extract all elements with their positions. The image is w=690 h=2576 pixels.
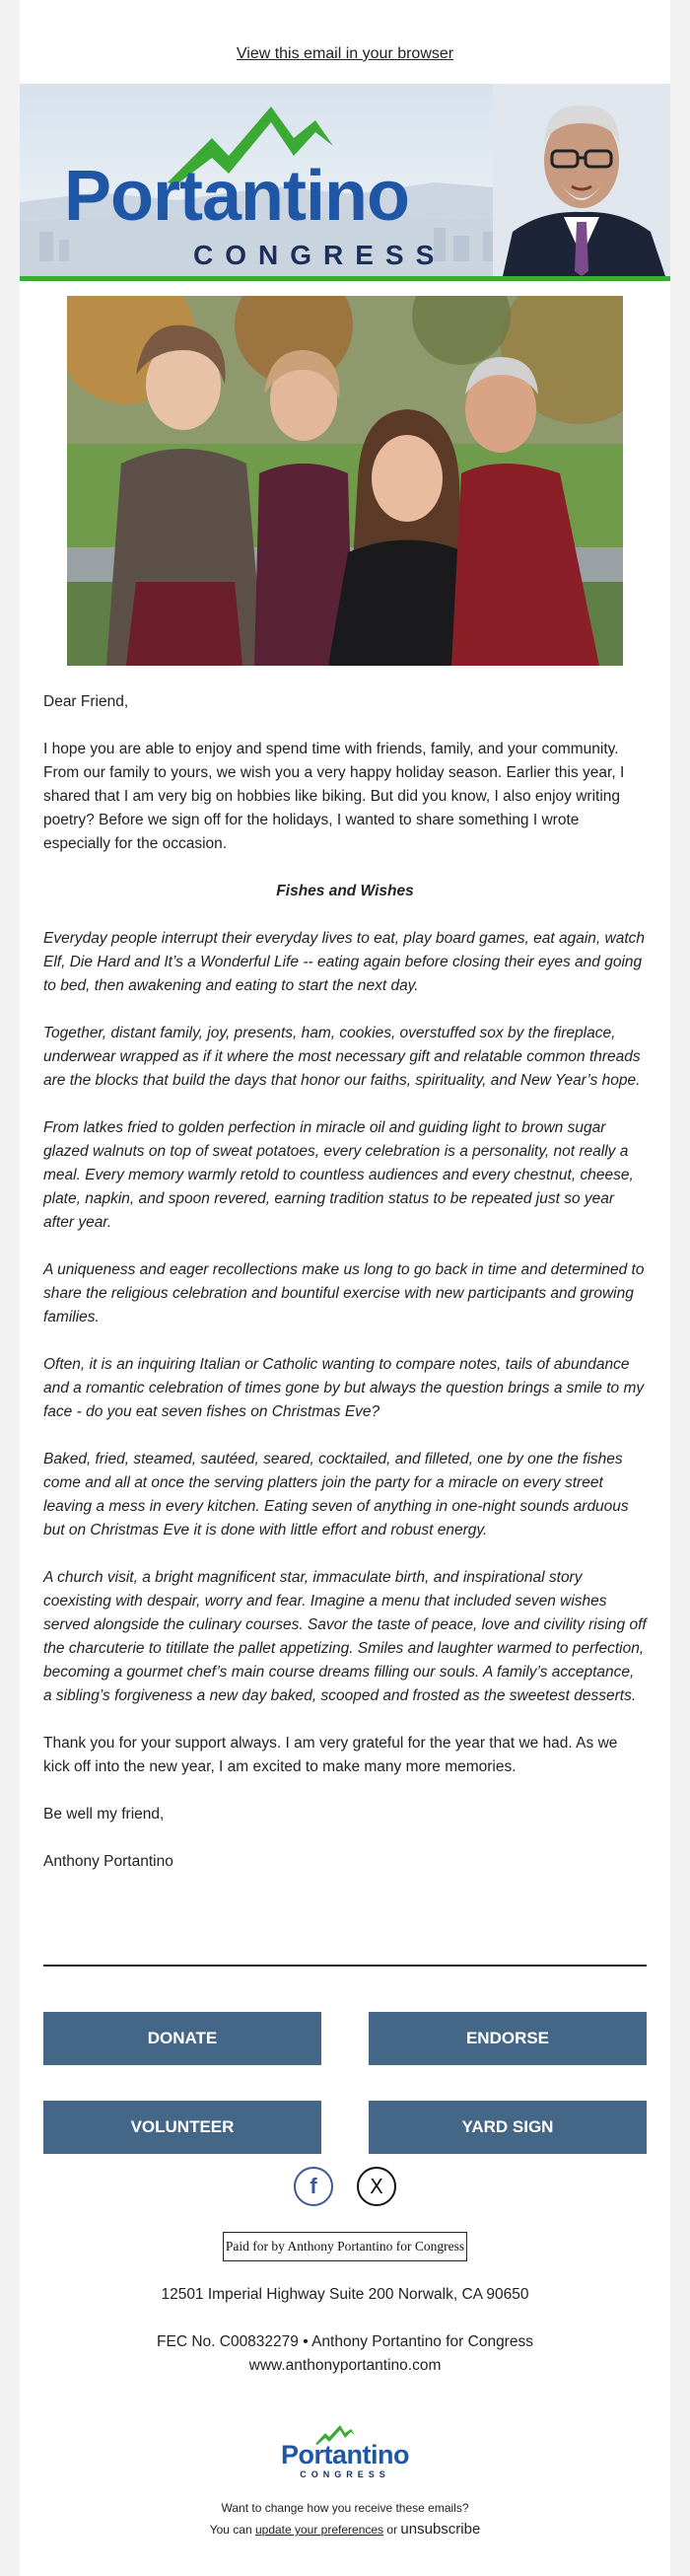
banner-accent-bar <box>20 276 670 281</box>
poem-stanza: A church visit, a bright magnificent star, immaculate birth, and inspirational story coexisting with despair, worry and fear. Imagine a menu that included seven wishes served alongside the culinary courses. Savor the taste of peace, love and civility rising off the charcuterie to titillate the pallet appetizing. Smiles and laughter warmed to perfection, becoming a gourmet chef’s main course dreams filling our souls. A family’s acceptance, a sibling’s forgiveness a new day baked, scooped and frosted as the sweetest desserts. <box>43 1569 647 1704</box>
poem-stanza: Together, distant family, joy, presents, ham, cookies, overstuffed sox by the fireplace, underwear wrapped as if it where the most necessary gift and relatable common threads are the blocks that build the days that honor our faiths, spirituality, and New Year’s hope. <box>43 1025 641 1089</box>
poem-stanza: Everyday people interrupt their everyday lives to eat, play board games, eat again, watch Elf, Die Hard and It’s a Wonderful Life -- eating again before closing their eyes and going to bed, then awakening and eating to start the next day. <box>43 930 646 994</box>
greeting: Dear Friend, <box>43 693 129 710</box>
or-text: or <box>386 2523 398 2537</box>
poem-stanza: Baked, fried, steamed, sautéed, seared, cocktailed, and filleted, one by one the fishes come and all at once the serving platters join the party for a miracle on every street leaving a mess in every kitchen. Eating seven of anything in one-night sounds arduous but on Christmas Eve it is done with little effort and robust energy. <box>43 1451 629 1538</box>
signature: Anthony Portantino <box>43 1853 173 1870</box>
candidate-portrait <box>493 84 670 276</box>
family-photo <box>67 296 623 666</box>
yard-sign-button[interactable]: YARD SIGN <box>369 2101 647 2154</box>
email-body <box>20 0 670 2576</box>
footer-logo-wordmark: Portantino <box>281 2440 409 2469</box>
x-glyph: X <box>370 2175 383 2198</box>
poem-stanza: From latkes fried to golden perfection in miracle oil and guiding light to brown sugar glazed walnuts on top of sweat potatoes, every celebration is a personality, not really a meal. Every memory warmly retold to countless audiences and every chestnut, cheese, plate, napkin, and spoon revered, earning tradition status to be repeated just so year after year. <box>43 1119 634 1231</box>
fec-disclaimer: FEC No. C00832279 • Anthony Portantino for Congress <box>157 2333 533 2350</box>
campaign-banner <box>20 84 670 281</box>
view-in-browser-link[interactable]: View this email in your browser <box>236 45 454 62</box>
donate-button[interactable]: DONATE <box>43 2012 321 2065</box>
divider <box>43 1965 647 1967</box>
preferences-line <box>20 2521 670 2538</box>
poem-title: Fishes and Wishes <box>276 883 414 899</box>
letter-content <box>43 690 647 1897</box>
footer-logo-subtitle: CONGRESS <box>300 2469 390 2479</box>
closing: Be well my friend, <box>43 1806 165 1823</box>
paid-for-disclaimer: Paid for by Anthony Portantino for Congress <box>223 2232 467 2261</box>
poem-stanza: Often, it is an inquiring Italian or Catholic wanting to compare notes, tails of abundance and a romantic celebration of times gone by but always the question brings a smile to my face - do you eat seven fishes on Christmas Eve? <box>43 1356 645 1420</box>
you-can-text: You can <box>209 2523 252 2537</box>
change-prompt: Want to change how you receive these emails? <box>221 2501 469 2515</box>
x-twitter-icon[interactable] <box>357 2167 396 2206</box>
endorse-button[interactable]: ENDORSE <box>369 2012 647 2065</box>
intro-paragraph: I hope you are able to enjoy and spend time with friends, family, and your community. From our family to yours, we wish you a very happy holiday season. Earlier this year, I shared that I am very big on hobbies like biking. But did you know, I also enjoy writing poetry? Before we sign off for the holidays, I wanted to share something I wrote especially for the occasion. <box>43 741 625 852</box>
poem-stanza: A uniqueness and eager recollections make us long to go back in time and determined to share the religious celebration and bountiful exercise with new participants and growing families. <box>43 1261 645 1325</box>
thanks-paragraph: Thank you for your support always. I am very grateful for the year that we had. As we kick off into the new year, I am excited to make many more memories. <box>43 1735 618 1775</box>
unsubscribe-link[interactable]: unsubscribe <box>400 2521 481 2538</box>
facebook-glyph: f <box>310 2174 317 2198</box>
logo-subtitle: CONGRESS <box>193 240 447 270</box>
website-link[interactable]: www.anthonyportantino.com <box>248 2357 442 2374</box>
mailing-address: 12501 Imperial Highway Suite 200 Norwalk, CA 90650 <box>161 2286 529 2303</box>
update-preferences-link[interactable]: update your preferences <box>254 2523 384 2537</box>
logo-wordmark: Portantino <box>64 157 409 236</box>
volunteer-button[interactable]: VOLUNTEER <box>43 2101 321 2154</box>
facebook-icon[interactable] <box>294 2167 333 2206</box>
footer-logo <box>271 2424 419 2483</box>
